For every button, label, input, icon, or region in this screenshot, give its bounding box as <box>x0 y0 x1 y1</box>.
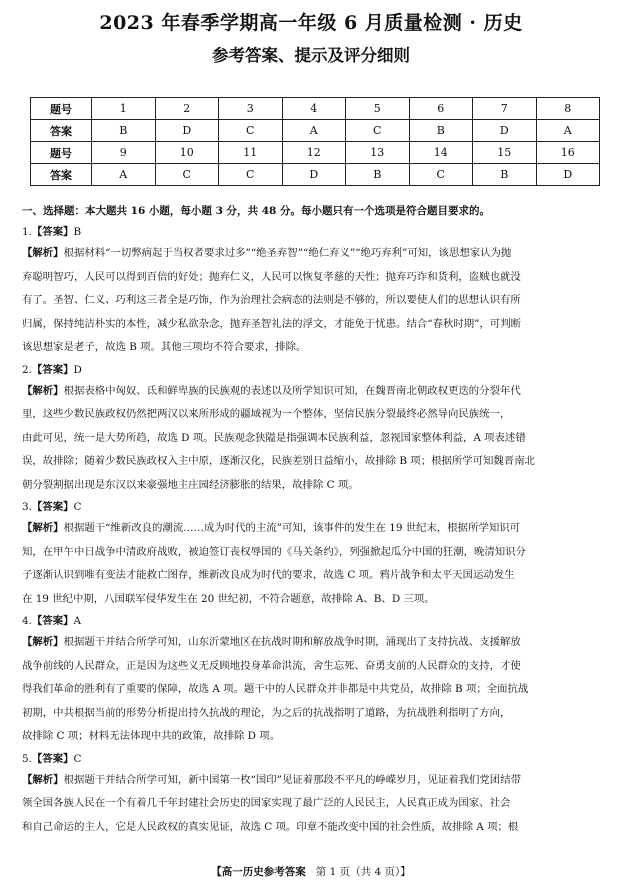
explanation-text: 由此可见，统一是大势所趋，故选 D 项。民族观念狭隘是指强调本民族利益，忽视国家整体利益，A 项表述错 <box>22 431 526 444</box>
table-cell: 12 <box>282 142 346 164</box>
table-cell: 10 <box>155 142 219 164</box>
page-footer <box>0 864 622 879</box>
explanation-text: 领全国各族人民在一个有着几千年封建社会历史的国家实现了最广泛的人民民主，人民真正成为国家、社会 <box>22 797 511 809</box>
question-number: 4. <box>22 615 32 627</box>
explanation-line <box>22 380 605 404</box>
explanation-text: 和自己命运的主人，它是人民政权的真实见证，故选 C 项。印章不能改变中国的社会性质，故排除 A 项；根 <box>22 820 519 833</box>
table-cell: D <box>536 164 600 186</box>
table-row <box>31 142 600 164</box>
table-cell: A <box>536 120 600 142</box>
answer-letter: C <box>73 501 82 513</box>
question-number: 3. <box>22 501 32 513</box>
explanation-line <box>22 655 605 679</box>
explanation-text: 战争前线的人民群众，正是因为这些义无反顾地投身革命洪流，舍生忘死、奋勇支前的人民群众的支持，才使 <box>22 659 521 672</box>
explanation-line <box>22 678 605 702</box>
explanation-line <box>22 427 605 451</box>
question-number: 2. <box>22 363 32 376</box>
table-row <box>31 98 600 120</box>
explanation-line <box>22 588 605 612</box>
explanation-text: 在 19 世纪中期，八国联军侵华发生在 20 世纪初，不符合题意，故排除 A、B、D 三项。 <box>22 592 435 605</box>
footer-page: 第 1 页（共 4 页）】 <box>315 866 411 878</box>
answer-item <box>22 222 605 360</box>
section-heading: 一、选择题：本大题共 16 小题，每小题 3 分，共 48 分。每小题只有一个选项是符合题目要求的。 <box>22 205 490 217</box>
table-cell: 15 <box>473 142 537 164</box>
answer-tag: 【答案】 <box>31 363 74 376</box>
explanation-text: 该思想家是老子，故选 B 项。其他三项均不符合要求，排除。 <box>22 341 307 353</box>
explanation-line <box>22 474 605 498</box>
explanation-line <box>22 403 605 427</box>
explanation-line <box>22 289 605 313</box>
table-row <box>31 164 600 186</box>
answer-tag: 【答案】 <box>31 752 74 765</box>
table-cell: 9 <box>92 142 156 164</box>
table-cell: C <box>155 164 219 186</box>
answer-heading <box>22 749 605 769</box>
answer-heading <box>22 360 605 380</box>
table-cell: 16 <box>536 142 600 164</box>
explanation-tag: 【解析】 <box>22 773 64 786</box>
answer-letter: A <box>73 615 81 627</box>
table-cell: C <box>409 164 473 186</box>
explanation-line <box>22 564 605 588</box>
answer-letter: D <box>73 363 82 376</box>
table-cell: B <box>409 120 473 142</box>
table-row <box>31 120 600 142</box>
table-cell: 7 <box>473 98 537 120</box>
explanation-line <box>22 725 605 749</box>
page-subtitle: 参考答案、提示及评分细则 <box>212 46 410 65</box>
table-cell: 6 <box>409 98 473 120</box>
answer-item <box>22 611 605 749</box>
table-row-label: 题号 <box>31 142 92 164</box>
explanation-text: 误，故排除；随着少数民族政权入主中原，逐渐汉化，民族差别日益缩小，故排除 B 项；根据所学可知魏晋南北 <box>22 455 535 467</box>
table-row-label: 题号 <box>31 98 92 120</box>
table-cell: C <box>219 164 283 186</box>
explanation-text: 朝分裂割据出现是东汉以来豪强地主庄园经济膨胀的结果，故排除 C 项。 <box>22 478 359 491</box>
page-title: 2023 年春季学期高一年级 6 月质量检测 · 历史 <box>99 12 523 34</box>
table-cell: 11 <box>219 142 283 164</box>
answer-letter: B <box>73 226 82 238</box>
explanation-line <box>22 336 605 360</box>
explanation-text: 有了。圣智、仁义、巧利这三者全是巧饰，作为治理社会病态的法则是不够的，所以要使人们的思想认识有所 <box>22 294 521 306</box>
footer-course: 【高一历史参考答案 <box>211 866 306 878</box>
answer-table <box>30 97 600 186</box>
explanation-text: 故排除 C 项；材料无法体现中共的政策，故排除 D 项。 <box>22 730 281 742</box>
answer-list <box>22 222 605 839</box>
explanation-text: 根据题干并结合所学可知，新中国第一枚“国印”见证着那段不平凡的峥嵘岁月，见证着我们党团结带 <box>63 773 521 786</box>
explanation-text: 根据题干并结合所学可知，山东沂蒙地区在抗战时期和解放战争时期，涌现出了支持抗战、支援解放 <box>63 636 521 648</box>
explanation-line <box>22 702 605 726</box>
table-row-label: 答案 <box>31 120 92 142</box>
table-cell: A <box>282 120 346 142</box>
table-row-label: 答案 <box>31 164 92 186</box>
table-cell: 5 <box>346 98 410 120</box>
explanation-line <box>22 541 605 565</box>
table-cell: 8 <box>536 98 600 120</box>
table-cell: 3 <box>219 98 283 120</box>
explanation-tag: 【解析】 <box>22 522 64 534</box>
explanation-line <box>22 792 605 816</box>
answer-item <box>22 749 605 840</box>
explanation-line <box>22 769 605 793</box>
table-cell: C <box>219 120 283 142</box>
explanation-line <box>22 266 605 290</box>
explanation-text: 里，这些少数民族政权仍然把两汉以来所形成的疆域视为一个整体，坚信民族分裂最终必然导向民族统一， <box>22 408 511 420</box>
explanation-text: 初期，中共根据当前的形势分析提出持久抗战的理论，为之后的抗战指明了道路，为抗战胜利指明了方向， <box>22 706 511 719</box>
answer-tag: 【答案】 <box>31 615 74 627</box>
explanation-text: 归属，保持纯洁朴实的本性，减少私欲杂念，抛弃圣智礼法的浮文，才能免于忧患。结合“春秋时期”，可判断 <box>22 317 521 330</box>
explanation-line <box>22 517 605 541</box>
explanation-tag: 【解析】 <box>22 384 64 397</box>
question-number: 1. <box>22 226 32 238</box>
answer-heading <box>22 222 605 242</box>
explanation-text: 得我们革命的胜利有了重要的保障，故选 A 项。题干中的人民群众并非都是中共党员，故排除 B 项；全面抗战 <box>22 683 529 695</box>
explanation-text: 根据题干“维新改良的潮流……成为时代的主流”可知，该事件的发生在 19 世纪末，根据所学知识可 <box>63 522 521 534</box>
explanation-tag: 【解析】 <box>22 247 64 259</box>
explanation-text: 根据材料“一切弊病起于当权者要求过多”“绝圣弃智”“绝仁弃义”“绝巧弃利”可知，该思想家认为抛 <box>63 247 512 259</box>
table-cell: 13 <box>346 142 410 164</box>
explanation-text: 根据表格中匈奴、氐和鲜卑族的民族观的表述以及所学知识可知，在魏晋南北朝政权更迭的分裂年代 <box>63 384 521 397</box>
answer-heading <box>22 611 605 631</box>
explanation-line <box>22 242 605 266</box>
table-cell: B <box>473 164 537 186</box>
explanation-line <box>22 816 605 840</box>
table-cell: D <box>155 120 219 142</box>
answer-item <box>22 360 605 498</box>
table-cell: D <box>473 120 537 142</box>
table-cell: B <box>346 164 410 186</box>
explanation-line <box>22 631 605 655</box>
table-cell: D <box>282 164 346 186</box>
table-cell: C <box>346 120 410 142</box>
answer-item <box>22 497 605 611</box>
answer-tag: 【答案】 <box>31 226 74 238</box>
answer-heading <box>22 497 605 517</box>
table-cell: B <box>92 120 156 142</box>
explanation-text: 子逐渐认识到唯有变法才能救亡图存，维新改良成为时代的要求，故选 C 项。鸦片战争和太平天国运动发生 <box>22 569 515 581</box>
explanation-line <box>22 313 605 337</box>
table-cell: 14 <box>409 142 473 164</box>
explanation-line <box>22 450 605 474</box>
explanation-tag: 【解析】 <box>22 636 64 648</box>
explanation-text: 弃聪明智巧，人民可以得到百倍的好处；抛弃仁义，人民可以恢复孝慈的天性；抛弃巧诈和货利，盗贼也就没 <box>22 270 521 283</box>
table-cell: 2 <box>155 98 219 120</box>
table-cell: 1 <box>92 98 156 120</box>
table-cell: A <box>92 164 156 186</box>
question-number: 5. <box>22 752 32 765</box>
answer-letter: C <box>73 752 82 765</box>
explanation-text: 知，在甲午中日战争中清政府战败，被迫签订丧权辱国的《马关条约》，列强掀起瓜分中国的狂潮，晚清知识分 <box>22 545 526 558</box>
table-cell: 4 <box>282 98 346 120</box>
answer-tag: 【答案】 <box>31 501 74 513</box>
